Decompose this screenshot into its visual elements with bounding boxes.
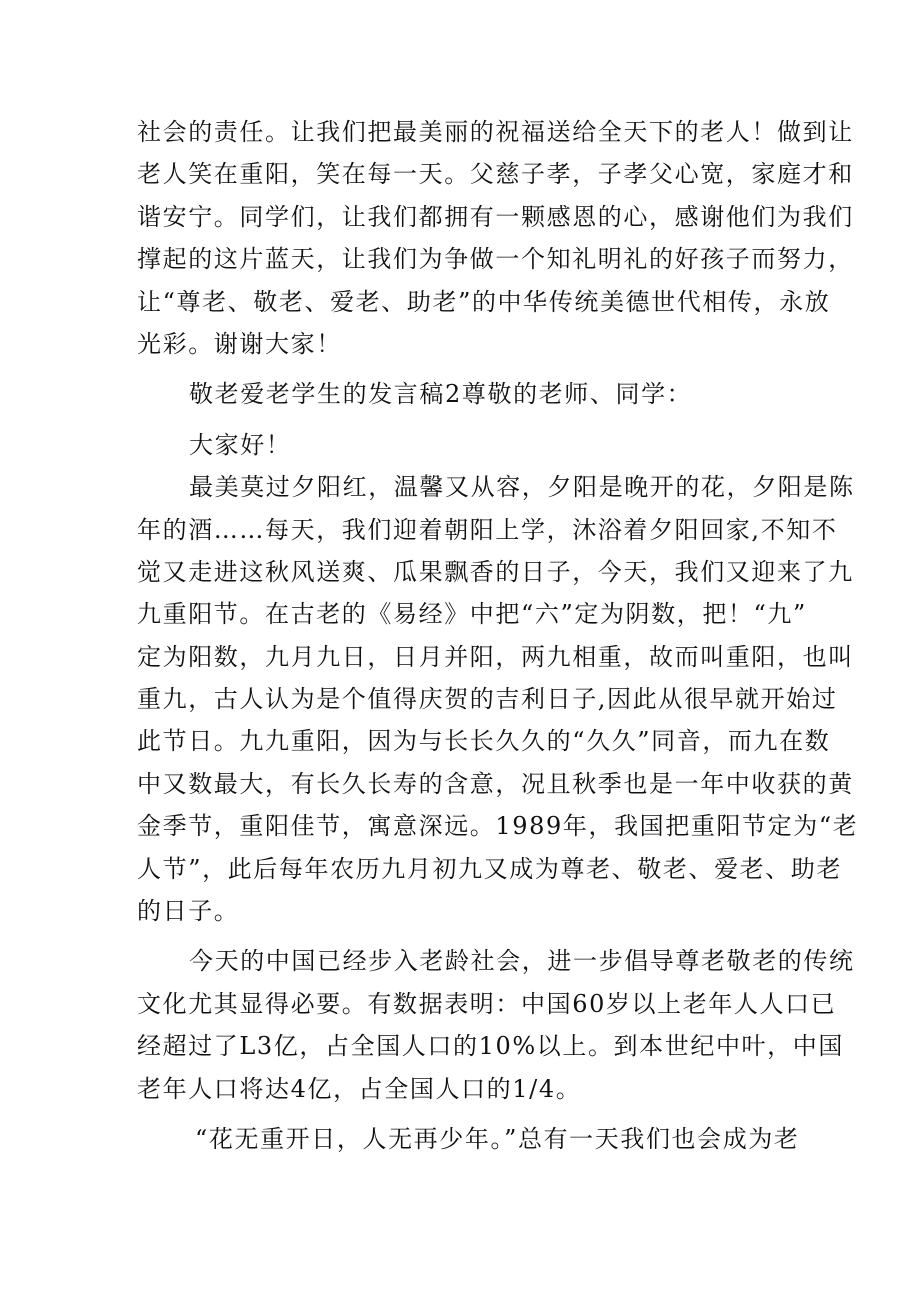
paragraph-line: 人节”，此后每年农历九月初九又成为尊老、敬老、爱老、助老 <box>137 854 843 883</box>
paragraph-line: 重九，古人认为是个值得庆贺的吉利日子,因此从很早就开始过 <box>137 685 838 714</box>
paragraph-line: 老年人口将达4亿，占全国人口的1/4。 <box>137 1074 582 1103</box>
speech-title-line: 敬老爱老学生的发言稿2尊敬的老师、同学： <box>189 380 693 409</box>
paragraph-line: 社会的责任。让我们把最美丽的祝福送给全天下的老人！做到让 <box>137 118 854 146</box>
paragraph-line: 撑起的这片蓝天，让我们为争做一个知礼明礼的好孩子而努力， <box>137 245 854 274</box>
document-body <box>137 111 859 1160</box>
paragraph-line: 让“尊老、敬老、爱老、助老”的中华传统美德世代相传，永放 <box>137 287 831 316</box>
paragraph-line: 此节日。九九重阳，因为与长长久久的“久久”同音，而九在数 <box>137 727 831 756</box>
paragraph-line: 谐安宁。同学们，让我们都拥有一颗感恩的心，感谢他们为我们 <box>137 202 854 231</box>
greeting-line: 大家好！ <box>189 430 292 459</box>
paragraph-line: 文化尤其显得必要。有数据表明：中国60岁以上老年人人口已 <box>137 989 837 1018</box>
paragraph-line: 的日子。 <box>137 897 240 926</box>
paragraph-line: 今天的中国已经步入老龄社会，进一步倡导尊老敬老的传统 <box>189 947 855 976</box>
paragraph-line: 光彩。谢谢大家！ <box>137 329 342 358</box>
paragraph-line: 九重阳节。在古老的《易经》中把“六”定为阴数，把！“九” <box>137 600 807 629</box>
quote-line: “花无重开日，人无再少年。”总有一天我们也会成为老 <box>195 1124 800 1153</box>
paragraph-line: 中又数最大，有长久长寿的含意，况且秋季也是一年中收获的黄 <box>137 769 854 798</box>
paragraph-line: 定为阳数，九月九日，日月并阳，两九相重，故而叫重阳，也叫 <box>137 642 854 671</box>
paragraph-line: 经超过了L3亿，占全国人口的10%以上。到本世纪中叶，中国 <box>137 1032 844 1061</box>
paragraph-line: 最美莫过夕阳红，温馨又从容，夕阳是晚开的花，夕阳是陈 <box>189 473 855 502</box>
paragraph-line: 老人笑在重阳，笑在每一天。父慈子孝，子孝父心宽，家庭才和 <box>137 160 854 189</box>
paragraph-line: 金季节，重阳佳节，寓意深远。1989年，我国把重阳节定为“老 <box>137 812 859 841</box>
paragraph-line: 觉又走进这秋风送爽、瓜果飘香的日子，今天，我们又迎来了九 <box>137 557 854 586</box>
paragraph-line: 年的酒……每天，我们迎着朝阳上学，沐浴着夕阳回家,不知不 <box>137 515 838 544</box>
